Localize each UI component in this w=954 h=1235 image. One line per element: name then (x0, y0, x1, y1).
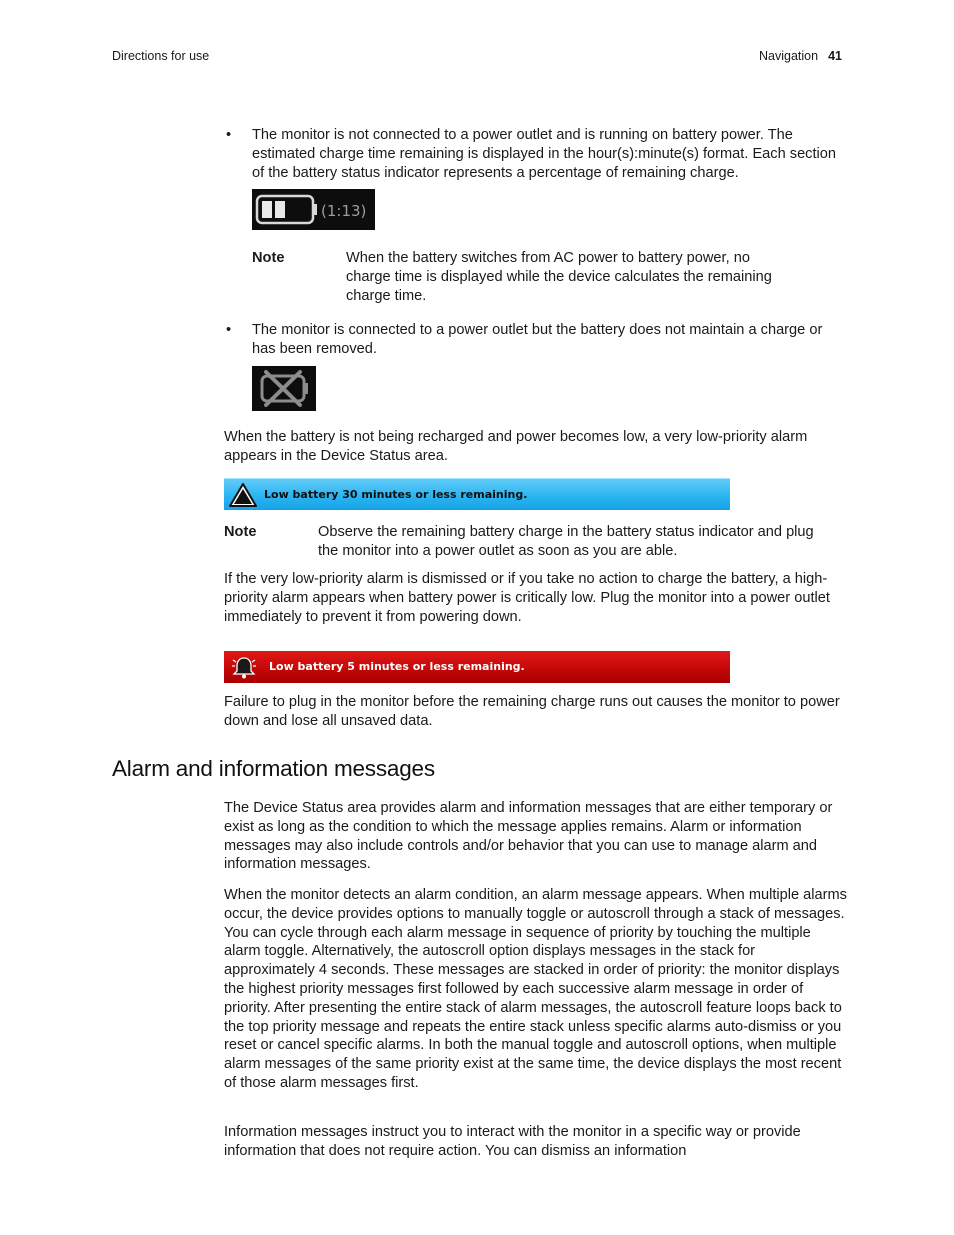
low-priority-alarm-message: Low battery 30 minutes or less remaining. (264, 488, 528, 501)
paragraph-information-messages: Information messages instruct you to interact with the monitor in a specific way or provide information that does not require action. You can dismiss an information (224, 1124, 801, 1159)
note-label: Note (224, 524, 257, 540)
page-number: 41 (828, 49, 842, 63)
low-priority-alarm-bar (224, 478, 730, 510)
bullet-marker: • (226, 127, 232, 143)
bullet-battery-not-charging: The monitor is connected to a power outlet but the battery does not maintain a charge or has been removed. (252, 322, 823, 357)
running-header-right (759, 49, 842, 63)
note-label: Note (252, 250, 285, 266)
paragraph-alarm-stack: When the monitor detects an alarm condition, an alarm message appears. When multiple alarms occur, the device provides options to manually toggle or autoscroll through a stack of messages. You can cycle through each alarm message in sequence of priority by touching the multiple alarm toggle. Alternatively, the autoscroll option displays messages in the stack for approximately 4 seconds. These messages are stacked in order of priority: the monitor displays the highest priority messages first followed by each successive alarm message in order of priority. After presenting the entire stack of alarm messages, the autoscroll feature loops back to the top priority message and repeats the entire stack unless specific alarms auto-dismiss or you reset or cancel specific alarms. In both the manual toggle and autoscroll options, when multiple alarm messages of the same priority exist at the same time, the device displays the most recent of those alarm messages first. (224, 887, 847, 1091)
bullet-battery-power: The monitor is not connected to a power outlet and is running on battery power. The estimated charge time remaining is displayed in the hour(s):minute(s) format. Each section of the battery status indicator represents a percentage of remaining charge. (252, 127, 837, 181)
paragraph-high-priority: If the very low-priority alarm is dismissed or if you take no action to charge the battery, a high-priority alarm appears when battery power is critically low. Plug the monitor into a power outlet immediately to prevent it from powering down. (224, 571, 830, 625)
high-priority-alarm-bar (224, 651, 730, 683)
paragraph-device-status: The Device Status area provides alarm and information messages that are either temporary or exist as long as the condition to which the message applies remains. Alarm or information messages may also include controls and/or behavior that you can use to manage alarm and information messages. (224, 800, 833, 873)
bullet-marker: • (226, 322, 232, 338)
running-header-section: Navigation (759, 49, 819, 63)
battery-status-image (252, 189, 375, 230)
running-header-title: Directions for use (112, 49, 210, 63)
battery-partial-charge-icon (252, 189, 375, 230)
high-priority-alarm-message: Low battery 5 minutes or less remaining. (269, 660, 525, 673)
paragraph-power-failure: Failure to plug in the monitor before the remaining charge runs out causes the monitor to power down and lose all unsaved data. (224, 694, 840, 729)
warning-triangle-icon (228, 481, 258, 509)
battery-missing-icon (252, 366, 316, 411)
section-heading: Alarm and information messages (112, 756, 435, 781)
note-text: Observe the remaining battery charge in the battery status indicator and plug the monitor into a power outlet as soon as you are able. (318, 524, 814, 559)
paragraph-low-power: When the battery is not being recharged and power becomes low, a very low-priority alarm appears in the Device Status area. (224, 429, 808, 464)
battery-time-remaining: (1:13) (321, 202, 367, 220)
note-text: When the battery switches from AC power to battery power, no charge time is displayed while the device calculates the remaining charge time. (346, 250, 772, 304)
alarm-bell-icon (230, 654, 258, 680)
battery-missing-image (252, 366, 316, 411)
